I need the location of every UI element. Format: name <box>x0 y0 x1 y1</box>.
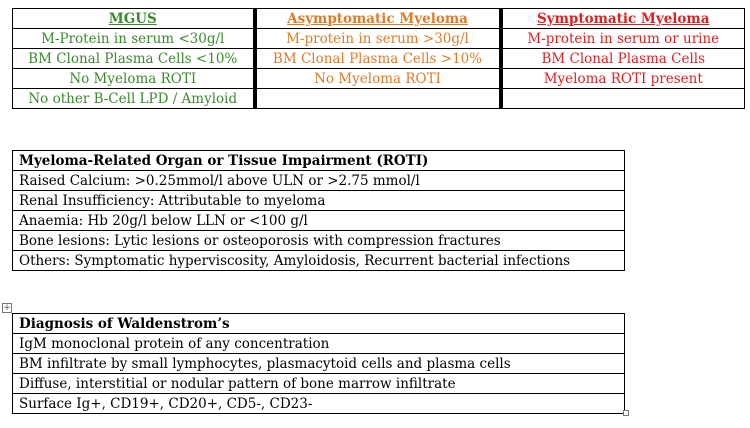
roti-item: Anaemia: Hb 20g/l below LLN or <100 g/l <box>13 211 625 231</box>
asymptomatic-cell: M-protein in serum >30g/l <box>255 29 501 49</box>
roti-item: Raised Calcium: >0.25mmol/l above ULN or >2.75 mmol/l <box>13 171 625 191</box>
waldenstrom-table <box>12 313 625 414</box>
table-row <box>13 171 625 191</box>
table-row <box>13 394 625 414</box>
table-row <box>13 89 745 109</box>
waldenstrom-item: BM infiltrate by small lymphocytes, plasmacytoid cells and plasma cells <box>13 354 625 374</box>
table-row <box>13 69 745 89</box>
mgus-cell: BM Clonal Plasma Cells <10% <box>13 49 255 69</box>
roti-item: Bone lesions: Lytic lesions or osteoporosis with compression fractures <box>13 231 625 251</box>
table-resize-handle[interactable] <box>623 410 629 416</box>
asymptomatic-cell <box>255 89 501 109</box>
mgus-cell: M-Protein in serum <30g/l <box>13 29 255 49</box>
header-mgus: MGUS <box>13 9 255 29</box>
roti-title-row <box>13 151 625 171</box>
table-row <box>13 374 625 394</box>
waldenstrom-item: Surface Ig+, CD19+, CD20+, CD5-, CD23- <box>13 394 625 414</box>
symptomatic-cell <box>501 89 745 109</box>
table-move-handle-icon[interactable]: + <box>3 303 11 313</box>
table-row <box>13 231 625 251</box>
mgus-cell: No other B-Cell LPD / Amyloid <box>13 89 255 109</box>
table-row <box>13 251 625 271</box>
table-row <box>13 354 625 374</box>
header-symptomatic-myeloma: Symptomatic Myeloma <box>501 9 745 29</box>
criteria-header-row <box>13 9 745 29</box>
waldenstrom-title-row <box>13 314 625 334</box>
table-row <box>13 334 625 354</box>
roti-item: Renal Insufficiency: Attributable to myeloma <box>13 191 625 211</box>
symptomatic-cell: BM Clonal Plasma Cells <box>501 49 745 69</box>
waldenstrom-item: Diffuse, interstitial or nodular pattern of bone marrow infiltrate <box>13 374 625 394</box>
table-row <box>13 211 625 231</box>
asymptomatic-cell: No Myeloma ROTI <box>255 69 501 89</box>
table-row <box>13 49 745 69</box>
mgus-cell: No Myeloma ROTI <box>13 69 255 89</box>
table-row <box>13 29 745 49</box>
roti-item: Others: Symptomatic hyperviscosity, Amyloidosis, Recurrent bacterial infections <box>13 251 625 271</box>
header-asymptomatic-myeloma: Asymptomatic Myeloma <box>255 9 501 29</box>
myeloma-criteria-table <box>12 8 745 109</box>
symptomatic-cell: M-protein in serum or urine <box>501 29 745 49</box>
table-row <box>13 191 625 211</box>
roti-table <box>12 150 625 271</box>
symptomatic-cell: Myeloma ROTI present <box>501 69 745 89</box>
waldenstrom-title: Diagnosis of Waldenstrom’s <box>13 314 625 334</box>
asymptomatic-cell: BM Clonal Plasma Cells >10% <box>255 49 501 69</box>
waldenstrom-item: IgM monoclonal protein of any concentration <box>13 334 625 354</box>
roti-title: Myeloma-Related Organ or Tissue Impairment (ROTI) <box>13 151 625 171</box>
